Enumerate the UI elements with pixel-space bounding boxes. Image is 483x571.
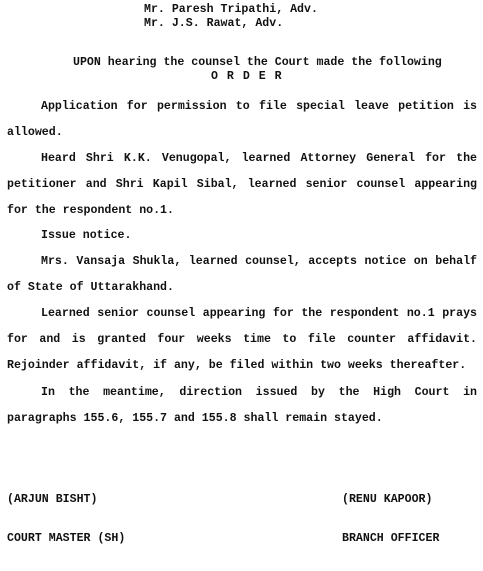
order-paragraph: In the meantime, direction issued by the High Court in paragraphs 155.6, 155.7 and 155.8 shall remain stayed. (7, 386, 477, 425)
signatory-title: BRANCH OFFICER (342, 532, 440, 545)
order-heading: O R D E R (211, 70, 283, 83)
signature-block-branch-officer (342, 467, 439, 571)
signatory-name: (RENU KAPOOR) (342, 493, 433, 506)
signature-block-court-master (7, 467, 125, 571)
signatory-name: (ARJUN BISHT) (7, 493, 98, 506)
order-paragraph: Mrs. Vansaja Shukla, learned counsel, accepts notice on behalf of State of Uttarakhand. (7, 255, 477, 294)
order-paragraph: Issue notice. (41, 229, 132, 242)
counsel-name: Mr. J.S. Rawat, Adv. (144, 17, 284, 30)
counsel-name: Mr. Paresh Tripathi, Adv. (144, 3, 318, 16)
order-paragraph: Heard Shri K.K. Venugopal, learned Attorney General for the petitioner and Shri Kapil Sibal, learned senior counsel appearing for the respondent no.1. (7, 152, 477, 217)
signatory-title: COURT MASTER (SH) (7, 532, 126, 545)
hearing-statement: UPON hearing the counsel the Court made the following (73, 56, 442, 69)
order-paragraph: Learned senior counsel appearing for the respondent no.1 prays for and is granted four weeks time to file counter affidavit. Rejoinder affidavit, if any, be filed within two weeks thereafter. (7, 307, 477, 372)
order-paragraph: Application for permission to file special leave petition is allowed. (7, 100, 477, 139)
